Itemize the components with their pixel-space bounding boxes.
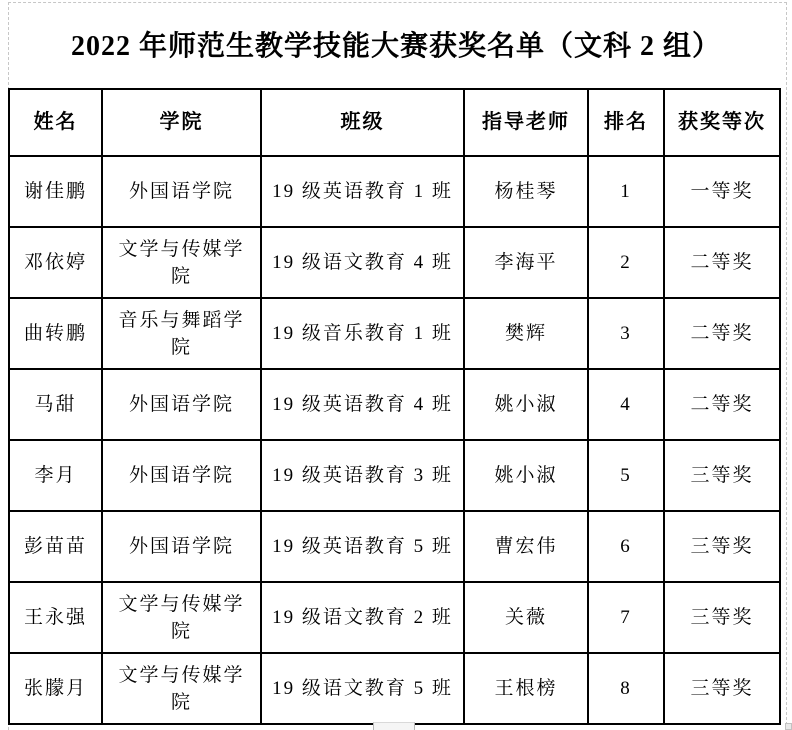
cell-advisor: 曹宏伟: [464, 511, 588, 582]
cell-award: 三等奖: [664, 440, 780, 511]
cell-rank: 1: [588, 156, 664, 227]
header-college: 学院: [102, 89, 261, 156]
cell-advisor: 关薇: [464, 582, 588, 653]
cell-name: 王永强: [9, 582, 102, 653]
cell-rank: 3: [588, 298, 664, 369]
header-rank: 排名: [588, 89, 664, 156]
cell-class: 19 级英语教育 1 班: [261, 156, 464, 227]
cell-name: 曲转鹏: [9, 298, 102, 369]
scrollbar-corner-fragment: [785, 723, 792, 730]
cell-class: 19 级英语教育 4 班: [261, 369, 464, 440]
cell-name: 邓依婷: [9, 227, 102, 298]
cell-award: 三等奖: [664, 582, 780, 653]
award-table: [8, 88, 781, 725]
table-row: [9, 156, 780, 227]
cell-name: 谢佳鹏: [9, 156, 102, 227]
cell-class: 19 级语文教育 4 班: [261, 227, 464, 298]
table-row: [9, 298, 780, 369]
cell-rank: 7: [588, 582, 664, 653]
cell-advisor: 王根榜: [464, 653, 588, 724]
cell-college: 音乐与舞蹈学院: [102, 298, 261, 369]
cell-name: 张朦月: [9, 653, 102, 724]
cell-rank: 4: [588, 369, 664, 440]
cell-award: 二等奖: [664, 298, 780, 369]
cell-rank: 6: [588, 511, 664, 582]
header-class: 班级: [261, 89, 464, 156]
cell-award: 二等奖: [664, 369, 780, 440]
cell-rank: 8: [588, 653, 664, 724]
cell-advisor: 姚小淑: [464, 440, 588, 511]
header-award: 获奖等次: [664, 89, 780, 156]
table-row: [9, 227, 780, 298]
cell-name: 彭苗苗: [9, 511, 102, 582]
cell-class: 19 级语文教育 5 班: [261, 653, 464, 724]
cell-college: 外国语学院: [102, 156, 261, 227]
scrollbar-thumb-fragment[interactable]: [373, 722, 415, 730]
cell-advisor: 杨桂琴: [464, 156, 588, 227]
document-title: 2022 年师范生教学技能大赛获奖名单（文科 2 组）: [70, 31, 721, 62]
cell-advisor: 姚小淑: [464, 369, 588, 440]
cell-class: 19 级英语教育 5 班: [261, 511, 464, 582]
table-row: [9, 440, 780, 511]
cell-award: 二等奖: [664, 227, 780, 298]
cell-class: 19 级音乐教育 1 班: [261, 298, 464, 369]
header-advisor: 指导老师: [464, 89, 588, 156]
cell-advisor: 樊辉: [464, 298, 588, 369]
cell-award: 三等奖: [664, 653, 780, 724]
cell-college: 外国语学院: [102, 440, 261, 511]
cell-award: 一等奖: [664, 156, 780, 227]
cell-class: 19 级语文教育 2 班: [261, 582, 464, 653]
table-row: [9, 653, 780, 724]
table-row: [9, 369, 780, 440]
cell-college: 文学与传媒学院: [102, 227, 261, 298]
cell-name: 马甜: [9, 369, 102, 440]
table-row: [9, 582, 780, 653]
cell-rank: 2: [588, 227, 664, 298]
cell-college: 外国语学院: [102, 511, 261, 582]
cell-college: 文学与传媒学院: [102, 653, 261, 724]
cell-advisor: 李海平: [464, 227, 588, 298]
cell-class: 19 级英语教育 3 班: [261, 440, 464, 511]
header-name: 姓名: [9, 89, 102, 156]
cell-award: 三等奖: [664, 511, 780, 582]
table-row: [9, 511, 780, 582]
cell-name: 李月: [9, 440, 102, 511]
cell-college: 外国语学院: [102, 369, 261, 440]
cell-rank: 5: [588, 440, 664, 511]
cell-college: 文学与传媒学院: [102, 582, 261, 653]
table-header-row: [9, 89, 780, 156]
